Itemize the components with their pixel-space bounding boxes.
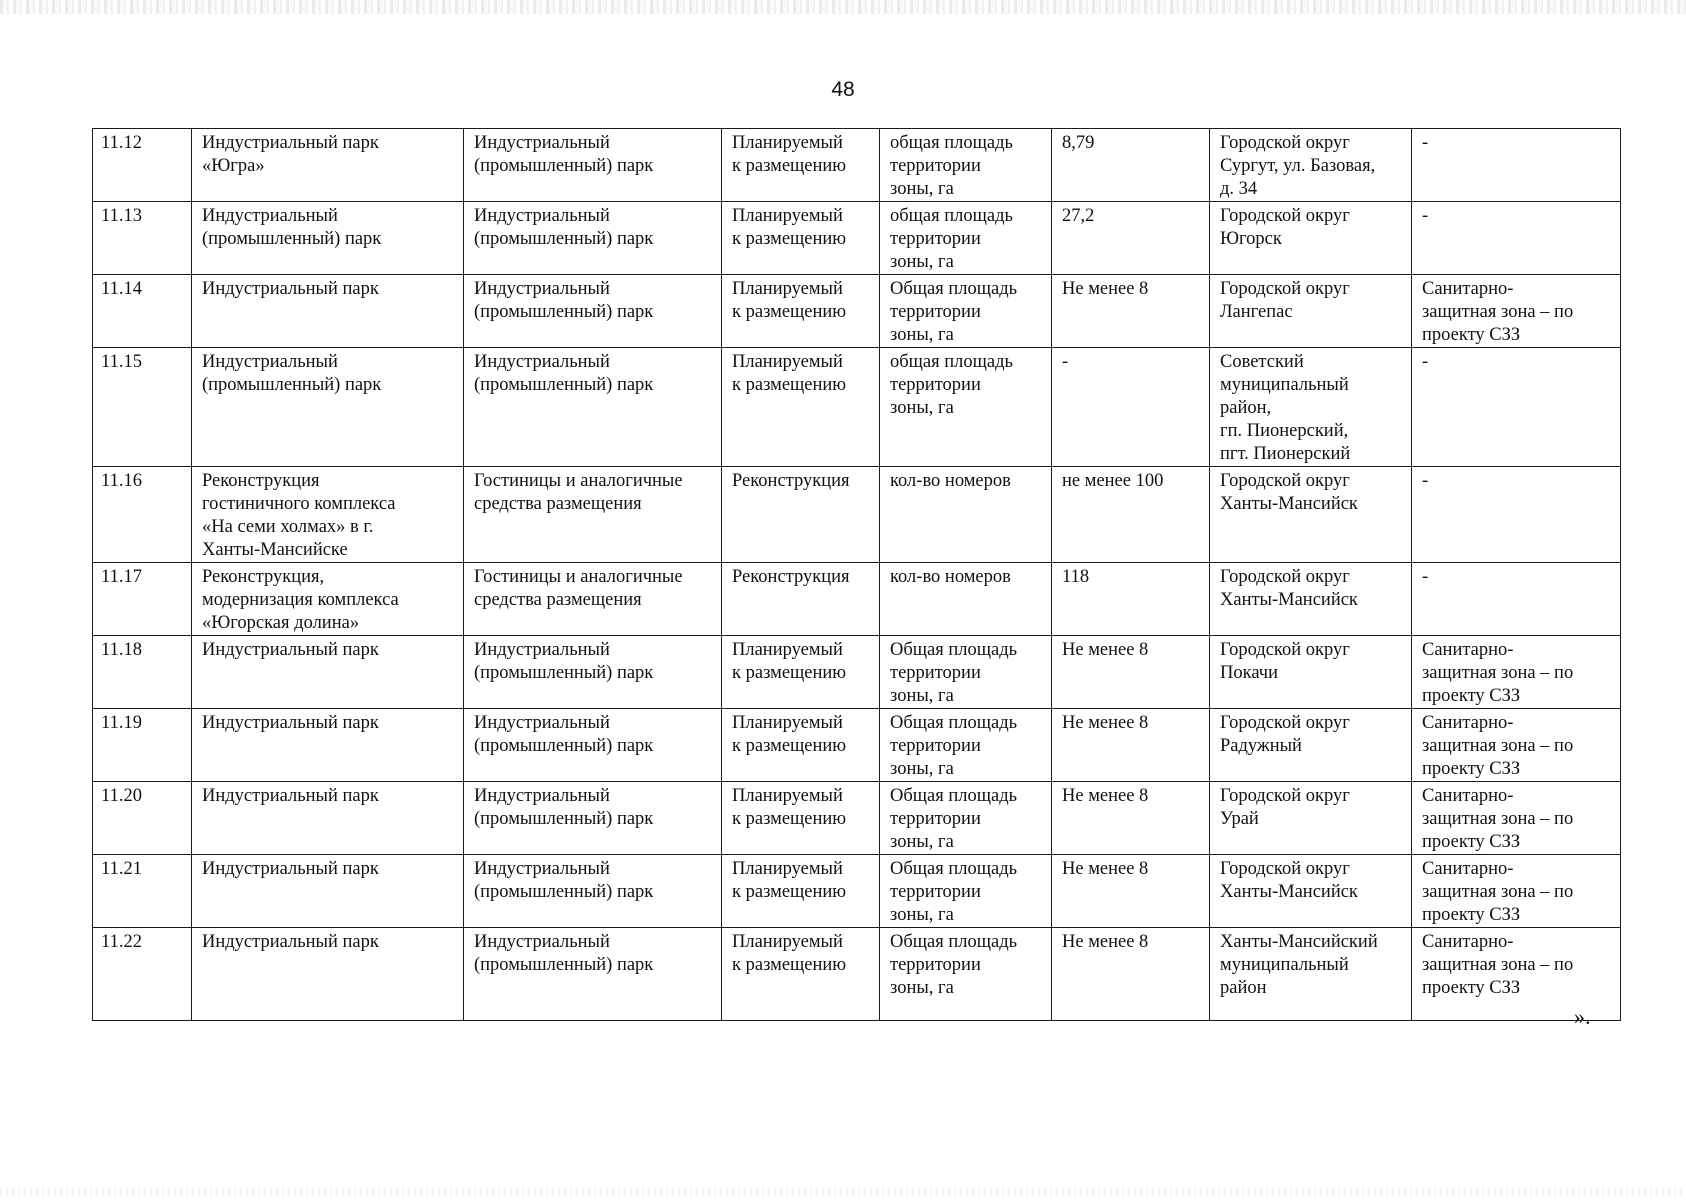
cell-value: Не менее 8 [1052,275,1210,348]
table-row [93,636,1621,709]
cell-number: 11.17 [93,563,192,636]
cell-location: Советский муниципальный район, гп. Пионерский, пгт. Пионерский [1210,348,1412,467]
cell-location: Городской округ Ханты-Мансийск [1210,563,1412,636]
cell-object-name: Индустриальный парк [192,275,464,348]
cell-parameter: общая площадь территории зоны, га [880,129,1052,202]
cell-number: 11.20 [93,782,192,855]
table-row [93,467,1621,563]
cell-value: - [1052,348,1210,467]
cell-object-type: Индустриальный (промышленный) парк [464,928,722,1021]
cell-zone: Санитарно- защитная зона – по проекту СЗЗ [1412,782,1621,855]
cell-parameter: Общая площадь территории зоны, га [880,709,1052,782]
cell-value: Не менее 8 [1052,928,1210,1021]
table-row [93,275,1621,348]
cell-status: Планируемый к размещению [722,928,880,1021]
cell-value: Не менее 8 [1052,636,1210,709]
cell-value: Не менее 8 [1052,855,1210,928]
cell-object-name: Индустриальный парк «Югра» [192,129,464,202]
table-row [93,855,1621,928]
cell-object-type: Индустриальный (промышленный) парк [464,636,722,709]
cell-parameter: кол-во номеров [880,467,1052,563]
cell-parameter: Общая площадь территории зоны, га [880,928,1052,1021]
cell-value: 118 [1052,563,1210,636]
cell-zone: Санитарно- защитная зона – по проекту СЗЗ [1412,855,1621,928]
closing-quote-mark: ». [1574,1004,1591,1029]
cell-status: Планируемый к размещению [722,275,880,348]
cell-object-name: Реконструкция гостиничного комплекса «На семи холмах» в г. Ханты-Мансийске [192,467,464,563]
cell-number: 11.22 [93,928,192,1021]
cell-number: 11.13 [93,202,192,275]
cell-location: Городской округ Югорск [1210,202,1412,275]
cell-number: 11.16 [93,467,192,563]
table-row [93,782,1621,855]
cell-zone: Санитарно- защитная зона – по проекту СЗЗ [1412,709,1621,782]
cell-object-type: Гостиницы и аналогичные средства размещения [464,563,722,636]
cell-value: 27,2 [1052,202,1210,275]
cell-status: Планируемый к размещению [722,348,880,467]
cell-value: 8,79 [1052,129,1210,202]
cell-status: Планируемый к размещению [722,855,880,928]
cell-object-name: Индустриальный парк [192,855,464,928]
cell-status: Планируемый к размещению [722,636,880,709]
page-number: 48 [831,78,855,101]
cell-zone: Санитарно- защитная зона – по проекту СЗЗ [1412,636,1621,709]
cell-number: 11.12 [93,129,192,202]
cell-zone: Санитарно- защитная зона – по проекту СЗЗ [1412,275,1621,348]
cell-parameter: Общая площадь территории зоны, га [880,855,1052,928]
cell-object-name: Индустриальный парк [192,709,464,782]
table-row [93,928,1621,1021]
cell-number: 11.18 [93,636,192,709]
cell-location: Городской округ Радужный [1210,709,1412,782]
cell-location: Городской округ Урай [1210,782,1412,855]
cell-parameter: Общая площадь территории зоны, га [880,782,1052,855]
objects-table [92,128,1621,1021]
cell-parameter: Общая площадь территории зоны, га [880,636,1052,709]
cell-location: Городской округ Покачи [1210,636,1412,709]
cell-object-name: Индустриальный парк [192,782,464,855]
cell-zone: - [1412,129,1621,202]
scan-edge-bottom [0,1188,1686,1196]
cell-zone: - [1412,202,1621,275]
cell-location: Городской округ Лангепас [1210,275,1412,348]
cell-object-name: Индустриальный парк [192,928,464,1021]
cell-zone: Санитарно- защитная зона – по проекту СЗЗ [1412,928,1621,1021]
cell-status: Реконструкция [722,467,880,563]
cell-value: Не менее 8 [1052,782,1210,855]
cell-status: Реконструкция [722,563,880,636]
cell-status: Планируемый к размещению [722,709,880,782]
scan-edge-top [0,0,1686,14]
cell-parameter: общая площадь территории зоны, га [880,202,1052,275]
cell-number: 11.15 [93,348,192,467]
cell-location: Городской округ Ханты-Мансийск [1210,467,1412,563]
cell-object-type: Индустриальный (промышленный) парк [464,855,722,928]
cell-value: Не менее 8 [1052,709,1210,782]
cell-number: 11.21 [93,855,192,928]
cell-object-type: Гостиницы и аналогичные средства размещения [464,467,722,563]
cell-object-type: Индустриальный (промышленный) парк [464,782,722,855]
cell-object-name: Индустриальный парк [192,636,464,709]
cell-object-type: Индустриальный (промышленный) парк [464,129,722,202]
table-row [93,563,1621,636]
table-row [93,709,1621,782]
cell-location: Городской округ Ханты-Мансийск [1210,855,1412,928]
cell-object-name: Индустриальный (промышленный) парк [192,348,464,467]
cell-status: Планируемый к размещению [722,202,880,275]
cell-status: Планируемый к размещению [722,782,880,855]
table-row [93,202,1621,275]
cell-object-type: Индустриальный (промышленный) парк [464,348,722,467]
cell-zone: - [1412,467,1621,563]
cell-object-name: Реконструкция, модернизация комплекса «Югорская долина» [192,563,464,636]
cell-object-type: Индустриальный (промышленный) парк [464,275,722,348]
cell-object-type: Индустриальный (промышленный) парк [464,202,722,275]
cell-number: 11.14 [93,275,192,348]
cell-object-name: Индустриальный (промышленный) парк [192,202,464,275]
cell-location: Ханты-Мансийский муниципальный район [1210,928,1412,1021]
cell-object-type: Индустриальный (промышленный) парк [464,709,722,782]
cell-zone: - [1412,563,1621,636]
cell-number: 11.19 [93,709,192,782]
cell-status: Планируемый к размещению [722,129,880,202]
cell-value: не менее 100 [1052,467,1210,563]
table-row [93,348,1621,467]
cell-zone: - [1412,348,1621,467]
cell-parameter: Общая площадь территории зоны, га [880,275,1052,348]
cell-location: Городской округ Сургут, ул. Базовая, д. 34 [1210,129,1412,202]
cell-parameter: общая площадь территории зоны, га [880,348,1052,467]
cell-parameter: кол-во номеров [880,563,1052,636]
table-row [93,129,1621,202]
